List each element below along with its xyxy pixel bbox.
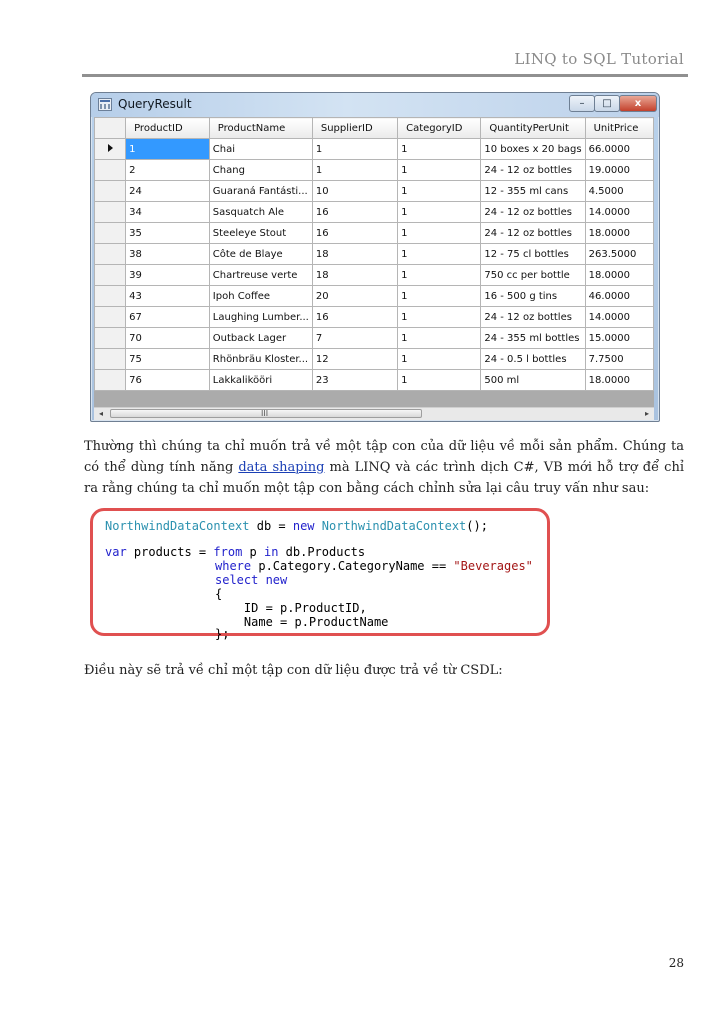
table-row[interactable] xyxy=(95,286,654,307)
row-header-cell[interactable] xyxy=(95,307,126,328)
paragraph-data-shaping xyxy=(84,436,684,499)
horizontal-scrollbar[interactable] xyxy=(94,407,654,420)
grid-cell[interactable]: 500 ml xyxy=(481,370,585,391)
grid-cell[interactable]: 46.0000 xyxy=(585,286,653,307)
code-line xyxy=(105,519,488,533)
scroll-grip-icon: III xyxy=(261,409,269,418)
page-header-title: LINQ to SQL Tutorial xyxy=(514,50,684,68)
maximize-icon: □ xyxy=(602,98,612,109)
grid-cell[interactable]: 16 xyxy=(312,223,397,244)
query-result-window xyxy=(90,92,660,422)
code-token: p.Category.CategoryName == xyxy=(251,559,454,573)
grid-cell[interactable]: Steeleye Stout xyxy=(209,223,312,244)
scroll-right-icon[interactable]: ▸ xyxy=(644,409,649,418)
grid-cell[interactable]: 67 xyxy=(126,307,210,328)
grid-cell[interactable]: 1 xyxy=(126,139,210,160)
table-row[interactable] xyxy=(95,370,654,391)
code-token: (); xyxy=(466,519,488,533)
grid-cell[interactable]: 1 xyxy=(398,286,481,307)
window-client xyxy=(94,117,654,417)
row-header-cell[interactable] xyxy=(95,202,126,223)
grid-cell[interactable]: 1 xyxy=(398,307,481,328)
row-header-cell[interactable] xyxy=(95,349,126,370)
code-token: "Beverages" xyxy=(453,559,533,573)
grid-cell[interactable]: Ipoh Coffee xyxy=(209,286,312,307)
code-line: Name = p.ProductName xyxy=(215,615,389,629)
grid-cell[interactable]: 1 xyxy=(398,328,481,349)
table-row[interactable] xyxy=(95,265,654,286)
column-header[interactable]: UnitPrice xyxy=(585,118,653,139)
window-title: QueryResult xyxy=(118,97,192,111)
grid-cell[interactable]: 19.0000 xyxy=(585,160,653,181)
header-rule xyxy=(82,74,688,77)
column-header[interactable]: ProductID xyxy=(126,118,210,139)
row-header-cell[interactable] xyxy=(95,160,126,181)
code-token: products = xyxy=(126,545,214,559)
close-button[interactable] xyxy=(619,95,657,112)
grid-cell[interactable]: Chai xyxy=(209,139,312,160)
grid-cell[interactable]: Chartreuse verte xyxy=(209,265,312,286)
grid-cell[interactable]: 24 - 355 ml bottles xyxy=(481,328,585,349)
grid-cell[interactable]: 18 xyxy=(312,244,397,265)
grid-cell[interactable]: 18.0000 xyxy=(585,223,653,244)
code-line xyxy=(215,559,533,573)
paragraph-text: mà LINQ và các trình dịch C#, VB mới hỗ trợ để chỉ ra rằng chúng ta chỉ muốn một tập con bằng cách chỉnh sửa lại câu truy vấn như sau: xyxy=(84,460,684,496)
grid-cell[interactable]: 7.7500 xyxy=(585,349,653,370)
data-shaping-link[interactable]: data shaping xyxy=(238,460,325,475)
code-token: select xyxy=(215,573,259,587)
grid-cell[interactable]: 66.0000 xyxy=(585,139,653,160)
grid-cell[interactable]: Lakkalikööri xyxy=(209,370,312,391)
table-row[interactable] xyxy=(95,328,654,349)
code-line xyxy=(215,573,287,587)
grid-cell[interactable]: 75 xyxy=(126,349,210,370)
scroll-left-icon[interactable]: ◂ xyxy=(98,409,103,418)
grid-cell[interactable]: 1 xyxy=(312,139,397,160)
code-token: new xyxy=(292,519,315,533)
code-token: where xyxy=(215,559,252,573)
code-token: in xyxy=(263,545,279,559)
code-token: db.Products xyxy=(278,545,366,559)
grid-cell[interactable]: 18 xyxy=(312,265,397,286)
row-header-cell[interactable] xyxy=(95,181,126,202)
grid-cell[interactable]: 24 xyxy=(126,181,210,202)
table-row[interactable] xyxy=(95,202,654,223)
code-token: new xyxy=(258,573,288,587)
code-token: NorthwindDataContext xyxy=(105,519,250,533)
grid-cell[interactable]: Outback Lager xyxy=(209,328,312,349)
code-token: from xyxy=(213,545,243,559)
grid-cell[interactable]: 39 xyxy=(126,265,210,286)
row-header-cell[interactable] xyxy=(95,139,126,160)
code-snippet xyxy=(90,508,550,641)
row-header-cell[interactable] xyxy=(95,286,126,307)
grid-cell[interactable]: 24 - 12 oz bottles xyxy=(481,307,585,328)
grid-cell[interactable]: Côte de Blaye xyxy=(209,244,312,265)
column-header[interactable]: ProductName xyxy=(209,118,312,139)
grid-cell[interactable]: 263.5000 xyxy=(585,244,653,265)
grid-header-row xyxy=(95,118,654,139)
row-header-cell[interactable] xyxy=(95,328,126,349)
table-row[interactable] xyxy=(95,244,654,265)
row-header-cell[interactable] xyxy=(95,265,126,286)
code-token: p xyxy=(242,545,264,559)
grid-cell[interactable]: 23 xyxy=(312,370,397,391)
grid-cell[interactable]: 1 xyxy=(398,223,481,244)
grid-cell[interactable]: 35 xyxy=(126,223,210,244)
grid-cell[interactable]: Sasquatch Ale xyxy=(209,202,312,223)
column-header[interactable]: CategoryID xyxy=(398,118,481,139)
grid-cell[interactable]: 14.0000 xyxy=(585,307,653,328)
form-icon xyxy=(98,98,112,111)
grid-cell[interactable]: 1 xyxy=(398,181,481,202)
grid-cell[interactable]: 4.5000 xyxy=(585,181,653,202)
grid-cell[interactable]: 24 - 0.5 l bottles xyxy=(481,349,585,370)
grid-cell[interactable]: 12 - 355 ml cans xyxy=(481,181,585,202)
paragraph-subset-result: Điều này sẽ trả về chỉ một tập con dữ liệu được trả về từ CSDL: xyxy=(84,663,503,678)
grid-cell[interactable]: 10 boxes x 20 bags xyxy=(481,139,585,160)
grid-cell[interactable]: 24 - 12 oz bottles xyxy=(481,202,585,223)
grid-cell[interactable]: 7 xyxy=(312,328,397,349)
current-row-arrow-icon xyxy=(108,144,113,152)
grid-cell[interactable]: 34 xyxy=(126,202,210,223)
grid-cell[interactable]: 70 xyxy=(126,328,210,349)
grid-cell[interactable]: 2 xyxy=(126,160,210,181)
scroll-thumb[interactable] xyxy=(110,409,422,418)
grid-cell[interactable]: 1 xyxy=(398,244,481,265)
grid-cell[interactable]: 1 xyxy=(398,139,481,160)
grid-cell[interactable]: 76 xyxy=(126,370,210,391)
grid-cell[interactable]: Chang xyxy=(209,160,312,181)
row-header-cell[interactable] xyxy=(95,223,126,244)
grid-cell[interactable]: 38 xyxy=(126,244,210,265)
grid-cell[interactable]: 43 xyxy=(126,286,210,307)
code-token: db = xyxy=(249,519,293,533)
grid-cell[interactable]: 20 xyxy=(312,286,397,307)
minimize-icon: – xyxy=(579,98,585,109)
grid-cell[interactable]: Laughing Lumber... xyxy=(209,307,312,328)
code-line: ID = p.ProductID, xyxy=(215,601,367,615)
grid-cell[interactable]: 18.0000 xyxy=(585,265,653,286)
code-token: var xyxy=(105,545,127,559)
grid-cell[interactable]: 1 xyxy=(398,349,481,370)
grid-cell[interactable]: 1 xyxy=(312,160,397,181)
grid-cell[interactable]: 15.0000 xyxy=(585,328,653,349)
column-header[interactable]: SupplierID xyxy=(312,118,397,139)
grid-cell[interactable]: 14.0000 xyxy=(585,202,653,223)
code-line: }; xyxy=(215,627,230,641)
table-row[interactable] xyxy=(95,181,654,202)
table-row[interactable] xyxy=(95,349,654,370)
grid-cell[interactable]: 12 xyxy=(312,349,397,370)
grid-cell[interactable]: 10 xyxy=(312,181,397,202)
grid-cell[interactable]: 12 - 75 cl bottles xyxy=(481,244,585,265)
grid-cell[interactable]: 1 xyxy=(398,370,481,391)
code-line: { xyxy=(215,587,223,601)
grid-cell[interactable]: 16 xyxy=(312,307,397,328)
grid-cell[interactable]: 16 xyxy=(312,202,397,223)
column-header[interactable]: QuantityPerUnit xyxy=(481,118,585,139)
row-header-cell[interactable] xyxy=(95,244,126,265)
table-row[interactable] xyxy=(95,160,654,181)
table-row[interactable] xyxy=(95,139,654,160)
paragraph-text: Thường thì chúng ta chỉ muốn trả về một tập con của dữ liệu về mỗi sản phẩm. Chúng ta có thể dùng tính năng xyxy=(84,439,684,475)
grid-cell[interactable]: 16 - 500 g tins xyxy=(481,286,585,307)
grid-cell[interactable]: 24 - 12 oz bottles xyxy=(481,223,585,244)
code-token: NorthwindDataContext xyxy=(314,519,467,533)
page-number: 28 xyxy=(668,956,684,970)
grid-cell[interactable]: 18.0000 xyxy=(585,370,653,391)
grid-cell[interactable]: 24 - 12 oz bottles xyxy=(481,160,585,181)
code-line xyxy=(105,545,365,559)
grid-cell[interactable]: Rhönbräu Kloster... xyxy=(209,349,312,370)
table-row[interactable] xyxy=(95,223,654,244)
grid-corner-cell xyxy=(95,118,126,139)
minimize-button[interactable] xyxy=(569,95,595,112)
grid-cell[interactable]: 750 cc per bottle xyxy=(481,265,585,286)
close-icon: x xyxy=(634,98,642,109)
grid-cell[interactable]: 1 xyxy=(398,160,481,181)
row-header-cell[interactable] xyxy=(95,370,126,391)
data-grid xyxy=(94,117,654,407)
grid-cell[interactable]: 1 xyxy=(398,202,481,223)
window-titlebar xyxy=(91,93,659,117)
grid-cell[interactable]: 1 xyxy=(398,265,481,286)
grid-cell[interactable]: Guaraná Fantásti... xyxy=(209,181,312,202)
maximize-button[interactable] xyxy=(594,95,620,112)
table-row[interactable] xyxy=(95,307,654,328)
